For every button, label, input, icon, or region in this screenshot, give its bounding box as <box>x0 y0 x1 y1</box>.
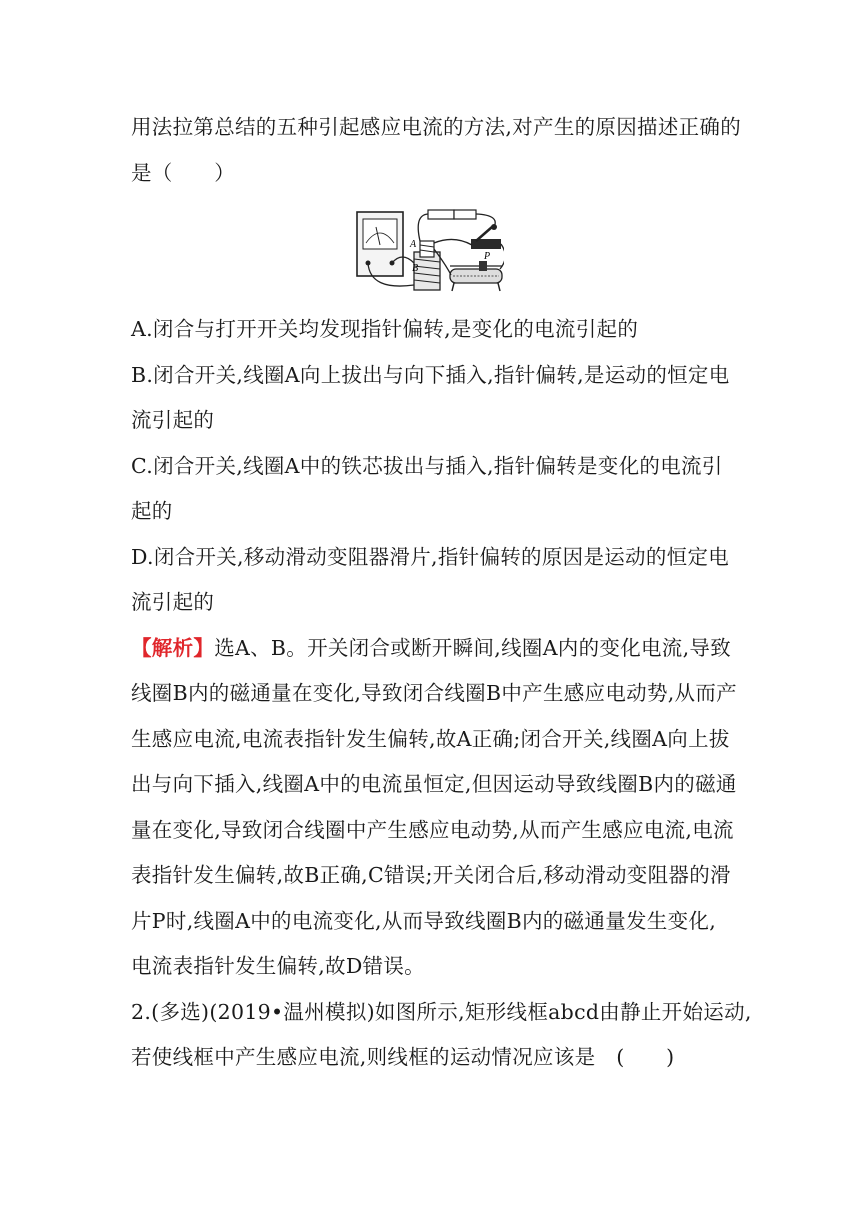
question-2-line-1: 2.(多选)(2019•温州模拟)如图所示,矩形线框abcd由静止开始运动, <box>131 1000 752 1024</box>
analysis-line-6: 表指针发生偏转,故B正确,C错误;开关闭合后,移动滑动变阻器的滑 <box>131 863 731 887</box>
coil-b-label: B <box>412 263 419 274</box>
analysis-line-1 <box>131 634 731 662</box>
galvanometer-icon <box>357 212 403 276</box>
analysis-tag: 【解析】 <box>131 636 215 660</box>
question-1-stem-line-1: 用法拉第总结的五种引起感应电流的方法,对产生的原因描述正确的 <box>131 115 742 139</box>
circuit-diagram <box>354 207 504 299</box>
analysis-line-8: 电流表指针发生偏转,故D错误。 <box>131 954 425 978</box>
analysis-text: 选A、B。开关闭合或断开瞬间,线圈A内的变化电流,导致 <box>214 636 732 660</box>
question-2-line-2: 若使线框中产生感应电流,则线框的运动情况应该是 ( ) <box>131 1045 675 1069</box>
option-a: A.闭合与打开开关均发现指针偏转,是变化的电流引起的 <box>131 317 639 341</box>
switch-icon <box>471 224 501 249</box>
battery-icon <box>428 210 476 219</box>
analysis-line-3: 生感应电流,电流表指针发生偏转,故A正确;闭合开关,线圈A向上拔 <box>131 727 730 751</box>
analysis-line-5: 量在变化,导致闭合线圈中产生感应电动势,从而产生感应电流,电流 <box>131 818 734 842</box>
analysis-line-4: 出与向下插入,线圈A中的电流虽恒定,但因运动导致线圈B内的磁通 <box>131 772 737 796</box>
coil-a-icon <box>420 241 434 257</box>
option-c-line-1: C.闭合开关,线圈A中的铁芯拔出与插入,指针偏转是变化的电流引 <box>131 454 723 478</box>
analysis-line-2: 线圈B内的磁通量在变化,导致闭合线圈B中产生感应电动势,从而产 <box>131 681 737 705</box>
option-b-line-1: B.闭合开关,线圈A向上拔出与向下插入,指针偏转,是运动的恒定电 <box>131 363 730 387</box>
option-d-line-2: 流引起的 <box>131 590 215 614</box>
option-b-line-2: 流引起的 <box>131 408 215 432</box>
option-d-line-1: D.闭合开关,移动滑动变阻器滑片,指针偏转的原因是运动的恒定电 <box>131 545 730 569</box>
rheostat-icon <box>450 261 502 291</box>
analysis-line-7: 片P时,线圈A中的电流变化,从而导致线圈B内的磁通量发生变化, <box>131 909 717 933</box>
option-c-line-2: 起的 <box>131 499 173 523</box>
slider-p-label: P <box>484 251 491 262</box>
question-1-stem-line-2: 是（ ） <box>131 161 235 185</box>
coil-a-label: A <box>410 239 417 250</box>
